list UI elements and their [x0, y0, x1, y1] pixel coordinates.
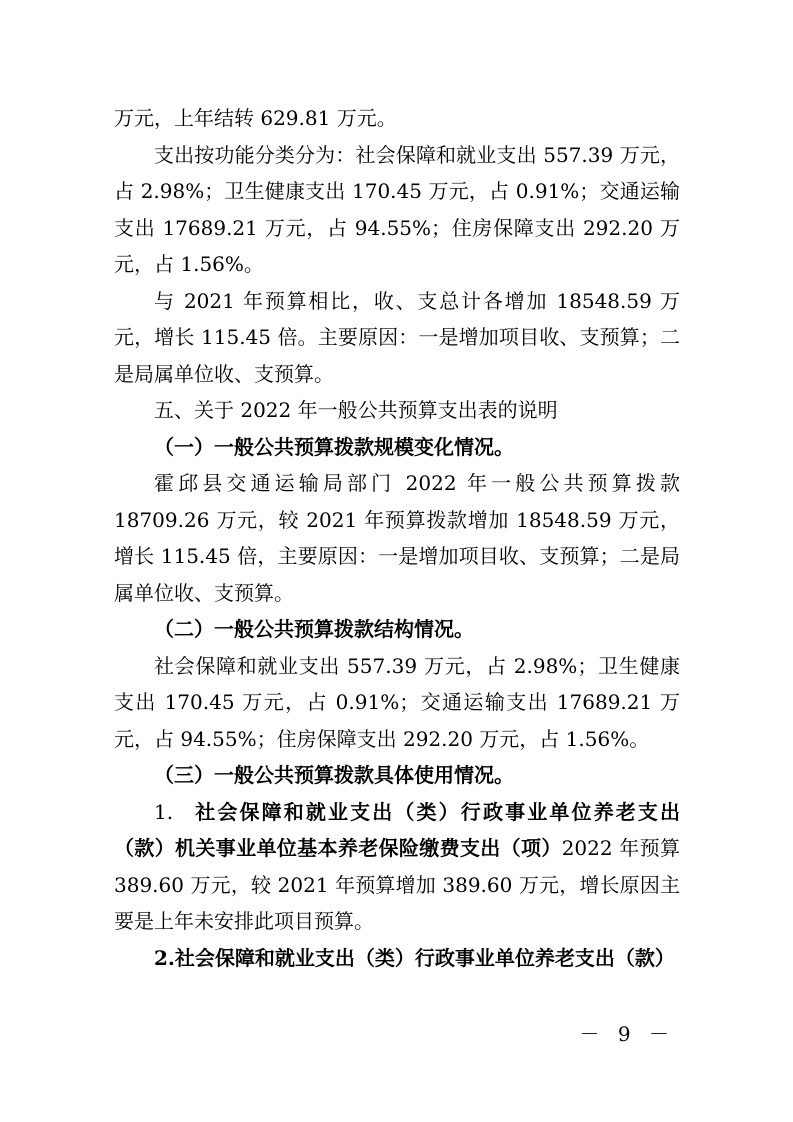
page-number: － 9 －: [579, 1022, 675, 1046]
list-item-1-heading: 社会保障和就业支出（类）行政事业单位养老支出（款）机关事业单位基本养老保险缴费支出（项）: [114, 799, 680, 860]
subheading-structure: （二）一般公共预算拨款结构情况。: [154, 617, 474, 641]
paragraph-structure: 社会保障和就业支出 557.39 万元，占 2.98%；卫生健康支出 170.45 万元，占 0.91%；交通运输支出 17689.21 万元，占 94.55%；住房保障支出 292.20 万元，占 1.56%。: [114, 653, 680, 751]
section-heading-5: 五、关于 2022 年一般公共预算支出表的说明: [154, 398, 558, 422]
subheading-scale-change: （一）一般公共预算拨款规模变化情况。: [154, 434, 514, 459]
paragraph-scale-change: 霍邱县交通运输局部门 2022 年一般公共预算拨款 18709.26 万元，较 2021 年预算拨款增加 18548.59 万元，增长 115.45 倍，主要原因：一是增加项目收、支预算；二是局属单位收、支预算。: [114, 471, 680, 605]
paragraph-functional-classification: 支出按功能分类分为：社会保障和就业支出 557.39 万元，占 2.98%；卫生健康支出 170.45 万元，占 0.91%；交通运输支出 17689.21 万元，占 94.55%；住房保障支出 292.20 万元，占 1.56%。: [114, 142, 680, 276]
list-item-1: [114, 794, 680, 940]
paragraph-year-comparison: 与 2021 年预算相比，收、支总计各增加 18548.59 万元，增长 115.45 倍。主要原因：一是增加项目收、支预算；二是局属单位收、支预算。: [114, 288, 680, 386]
list-item-1-number: 1.: [154, 799, 174, 824]
subheading-specific-use: （三）一般公共预算拨款具体使用情况。: [154, 763, 514, 787]
document-body: [114, 100, 680, 976]
list-item-1-text: 2022 年预算 389.60 万元，较 2021 年预算增加 389.60 万元，增长原因主要是上年未安排此项目预算。: [114, 836, 680, 933]
list-item-2-heading: 2.社会保障和就业支出（类）行政事业单位养老支出（款）: [154, 945, 675, 970]
paragraph-carryover: 万元，上年结转 629.81 万元。: [114, 106, 397, 130]
